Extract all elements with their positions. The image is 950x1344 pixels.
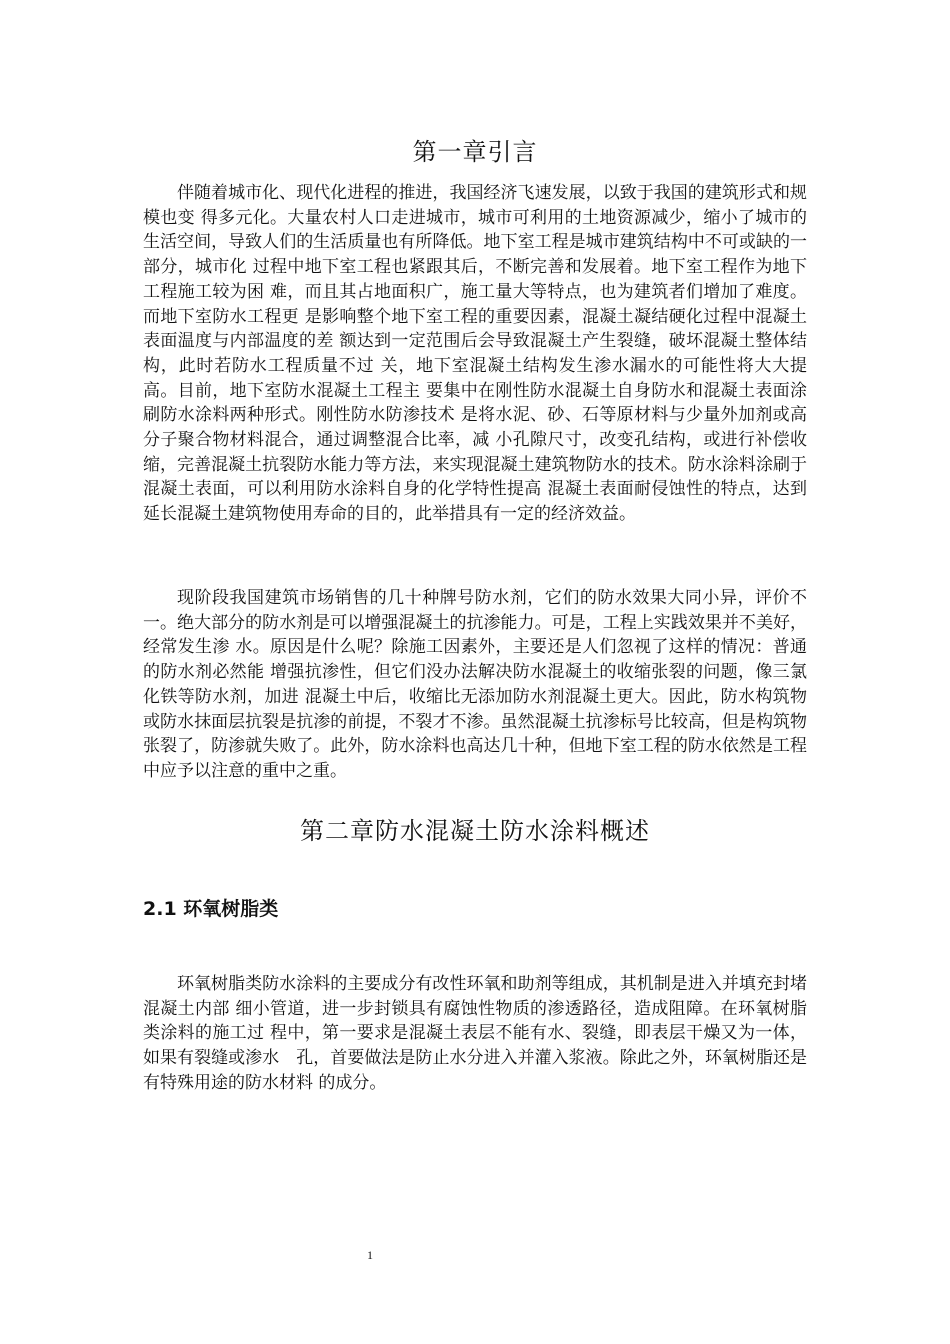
page-number: 1	[367, 1248, 373, 1262]
document-page	[143, 0, 807, 1344]
section-2-1-heading: 2.1 环氧树脂类	[143, 898, 279, 920]
chapter-2-title: 第二章防水混凝土防水涂料概述	[300, 817, 650, 845]
chapter-1-title: 第一章引言	[412, 138, 538, 166]
section-2-1-paragraph: 环氧树脂类防水涂料的主要成分有改性环氧和助剂等组成，其机制是进入并填充封堵混凝土内部 细小管道，进一步封锁具有腐蚀性物质的渗透路径，造成阻障。在环氧树脂类涂料的施工过 程中，第一要求是混凝土表层不能有水、裂缝，即表层干燥又为一体，如果有裂缝或渗水 孔，首要做法是防止水分进入并灌入浆液。除此之外，环氧树脂还是有特殊用途的防水材料 的成分。	[143, 974, 807, 1093]
chapter-1-paragraph-2: 现阶段我国建筑市场销售的几十种牌号防水剂，它们的防水效果大同小异，评价不一。绝大部分的防水剂是可以增强混凝土的抗渗能力。可是，工程上实践效果并不美好，经常发生渗 水。原因是什么呢？除施工因素外，主要还是人们忽视了这样的情况：普通的防水剂必然能 增强抗渗性，但它们没办法解决防水混凝土的收缩张裂的问题，像三氯化铁等防水剂，加进 混凝土中后，收缩比无添加防水剂混凝土更大。因此，防水构筑物或防水抹面层抗裂是抗渗的前提，不裂才不渗。虽然混凝土抗渗标号比较高，但是构筑物张裂了，防渗就失败了。此外，防水涂料也高达几十种，但地下室工程的防水依然是工程中应予以注意的重中之重。	[143, 588, 807, 781]
chapter-1-paragraph-1: 伴随着城市化、现代化进程的推进，我国经济飞速发展，以致于我国的建筑形式和规模也变 得多元化。大量农村人口走进城市，城市可利用的土地资源减少，缩小了城市的生活空间，导致人们的生活质量也有所降低。地下室工程是城市建筑结构中不可或缺的一部分，城市化 过程中地下室工程也紧跟其后，不断完善和发展着。地下室工程作为地下工程施工较为困 难，而且其占地面积广，施工量大等特点，也为建筑者们增加了难度。而地下室防水工程更 是影响整个地下室工程的重要因素，混凝土凝结硬化过程中混凝土表面温度与内部温度的差 额达到一定范围后会导致混凝土产生裂缝，破坏混凝土整体结构，此时若防水工程质量不过 关，地下室混凝土结构发生渗水漏水的可能性将大大提高。目前，地下室防水混凝土工程主 要集中在刚性防水混凝土自身防水和混凝土表面涂刷防水涂料两种形式。刚性防水防渗技术 是将水泥、砂、石等原材料与少量外加剂或高分子聚合物材料混合，通过调整混合比率，减 小孔隙尺寸，改变孔结构，或进行补偿收缩，完善混凝土抗裂防水能力等方法，来实现混凝土建筑物防水的技术。防水涂料涂刷于混凝土表面，可以利用防水涂料自身的化学特性提高 混凝土表面耐侵蚀性的特点，达到延长混凝土建筑物使用寿命的目的，此举措具有一定的经济效益。	[143, 183, 807, 525]
